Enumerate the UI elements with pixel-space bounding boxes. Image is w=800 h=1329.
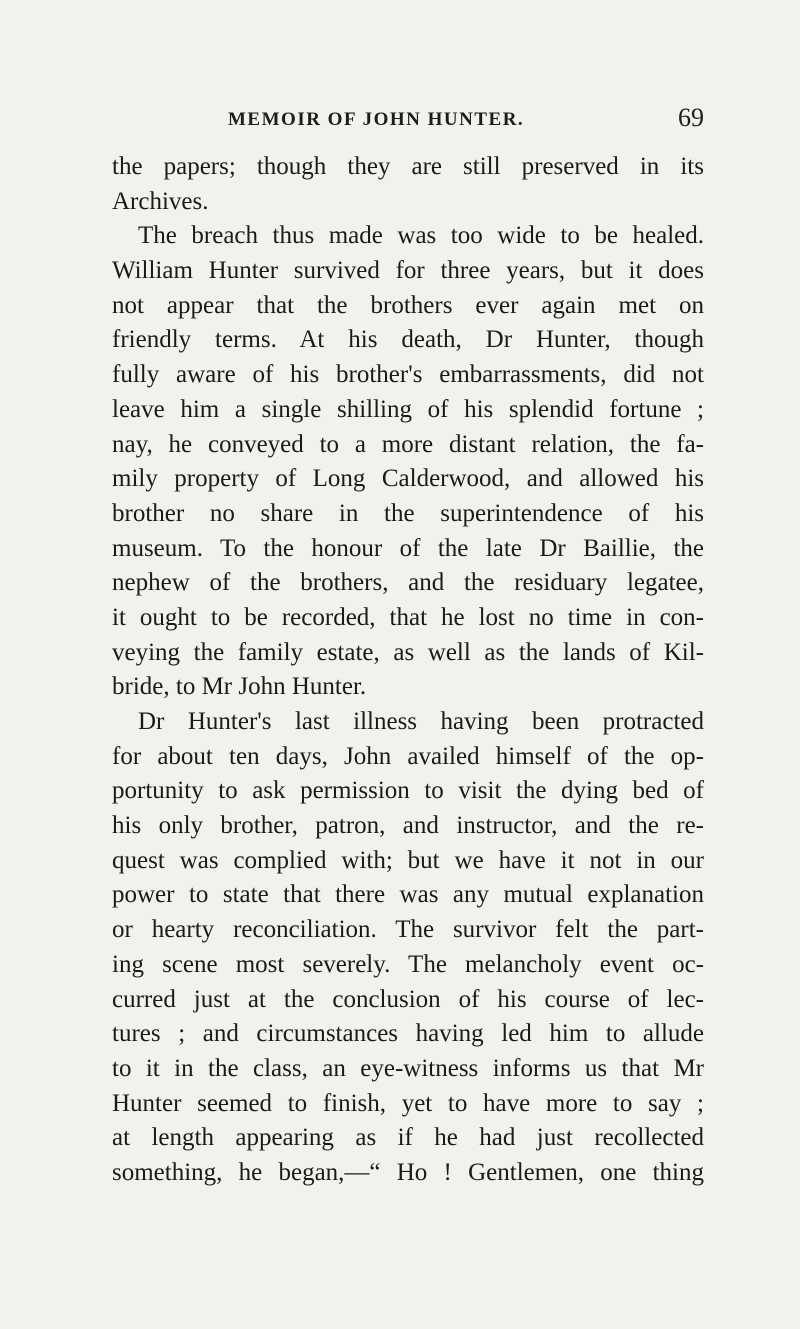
text-line: nephew of the brothers, and the residuary legatee,: [112, 569, 704, 597]
text-line: for about ten days, John availed himself of the op-: [112, 742, 704, 770]
text-line: his only brother, patron, and instructor, and the re-: [112, 812, 704, 840]
text-line: brother no share in the superintendence of his: [112, 499, 704, 527]
text-line: portunity to ask permission to visit the dying bed of: [112, 777, 704, 805]
text-line: quest was complied with; but we have it not in our: [112, 846, 704, 874]
text-line: William Hunter survived for three years, but it does: [112, 257, 704, 285]
text-line: something, he began,—“ Ho ! Gentlemen, one thing: [112, 1158, 704, 1186]
text-line: leave him a single shilling of his splendid fortune ;: [112, 395, 704, 423]
text-line: ing scene most severely. The melancholy event oc-: [112, 950, 704, 978]
text-line: Hunter seemed to finish, yet to have more to say ;: [112, 1089, 704, 1117]
text-line: at length appearing as if he had just recollected: [112, 1124, 704, 1152]
text-line: museum. To the honour of the late Dr Baillie, the: [112, 534, 704, 562]
text-line: bride, to Mr John Hunter.: [112, 673, 367, 701]
text-line: to it in the class, an eye-witness informs us that Mr: [112, 1054, 704, 1082]
text-line: mily property of Long Calderwood, and allowed his: [112, 465, 704, 493]
page-number: 69: [678, 103, 704, 132]
text-line: veying the family estate, as well as the lands of Kil-: [112, 638, 704, 666]
text-line: fully aware of his brother's embarrassments, did not: [112, 361, 704, 389]
page-header: [112, 104, 704, 136]
text-line: friendly terms. At his death, Dr Hunter, though: [112, 326, 704, 354]
text-line: the papers; though they are still preserved in its: [112, 153, 704, 180]
body-text: [112, 150, 712, 1191]
text-line: nay, he conveyed to a more distant relation, the fa-: [112, 430, 704, 458]
text-line: it ought to be recorded, that he lost no time in con-: [112, 603, 704, 631]
text-line: The breach thus made was too wide to be healed.: [138, 222, 704, 250]
text-line: power to state that there was any mutual explanation: [112, 881, 704, 909]
text-line: Dr Hunter's last illness having been protracted: [138, 708, 704, 735]
running-title: MEMOIR OF JOHN HUNTER.: [228, 109, 525, 130]
text-line: Archives.: [112, 187, 209, 215]
text-line: tures ; and circumstances having led him to allude: [112, 1020, 704, 1048]
text-line: or hearty reconciliation. The survivor felt the part-: [112, 916, 704, 944]
text-line: not appear that the brothers ever again met on: [112, 291, 704, 319]
text-line: curred just at the conclusion of his course of lec-: [112, 985, 704, 1013]
